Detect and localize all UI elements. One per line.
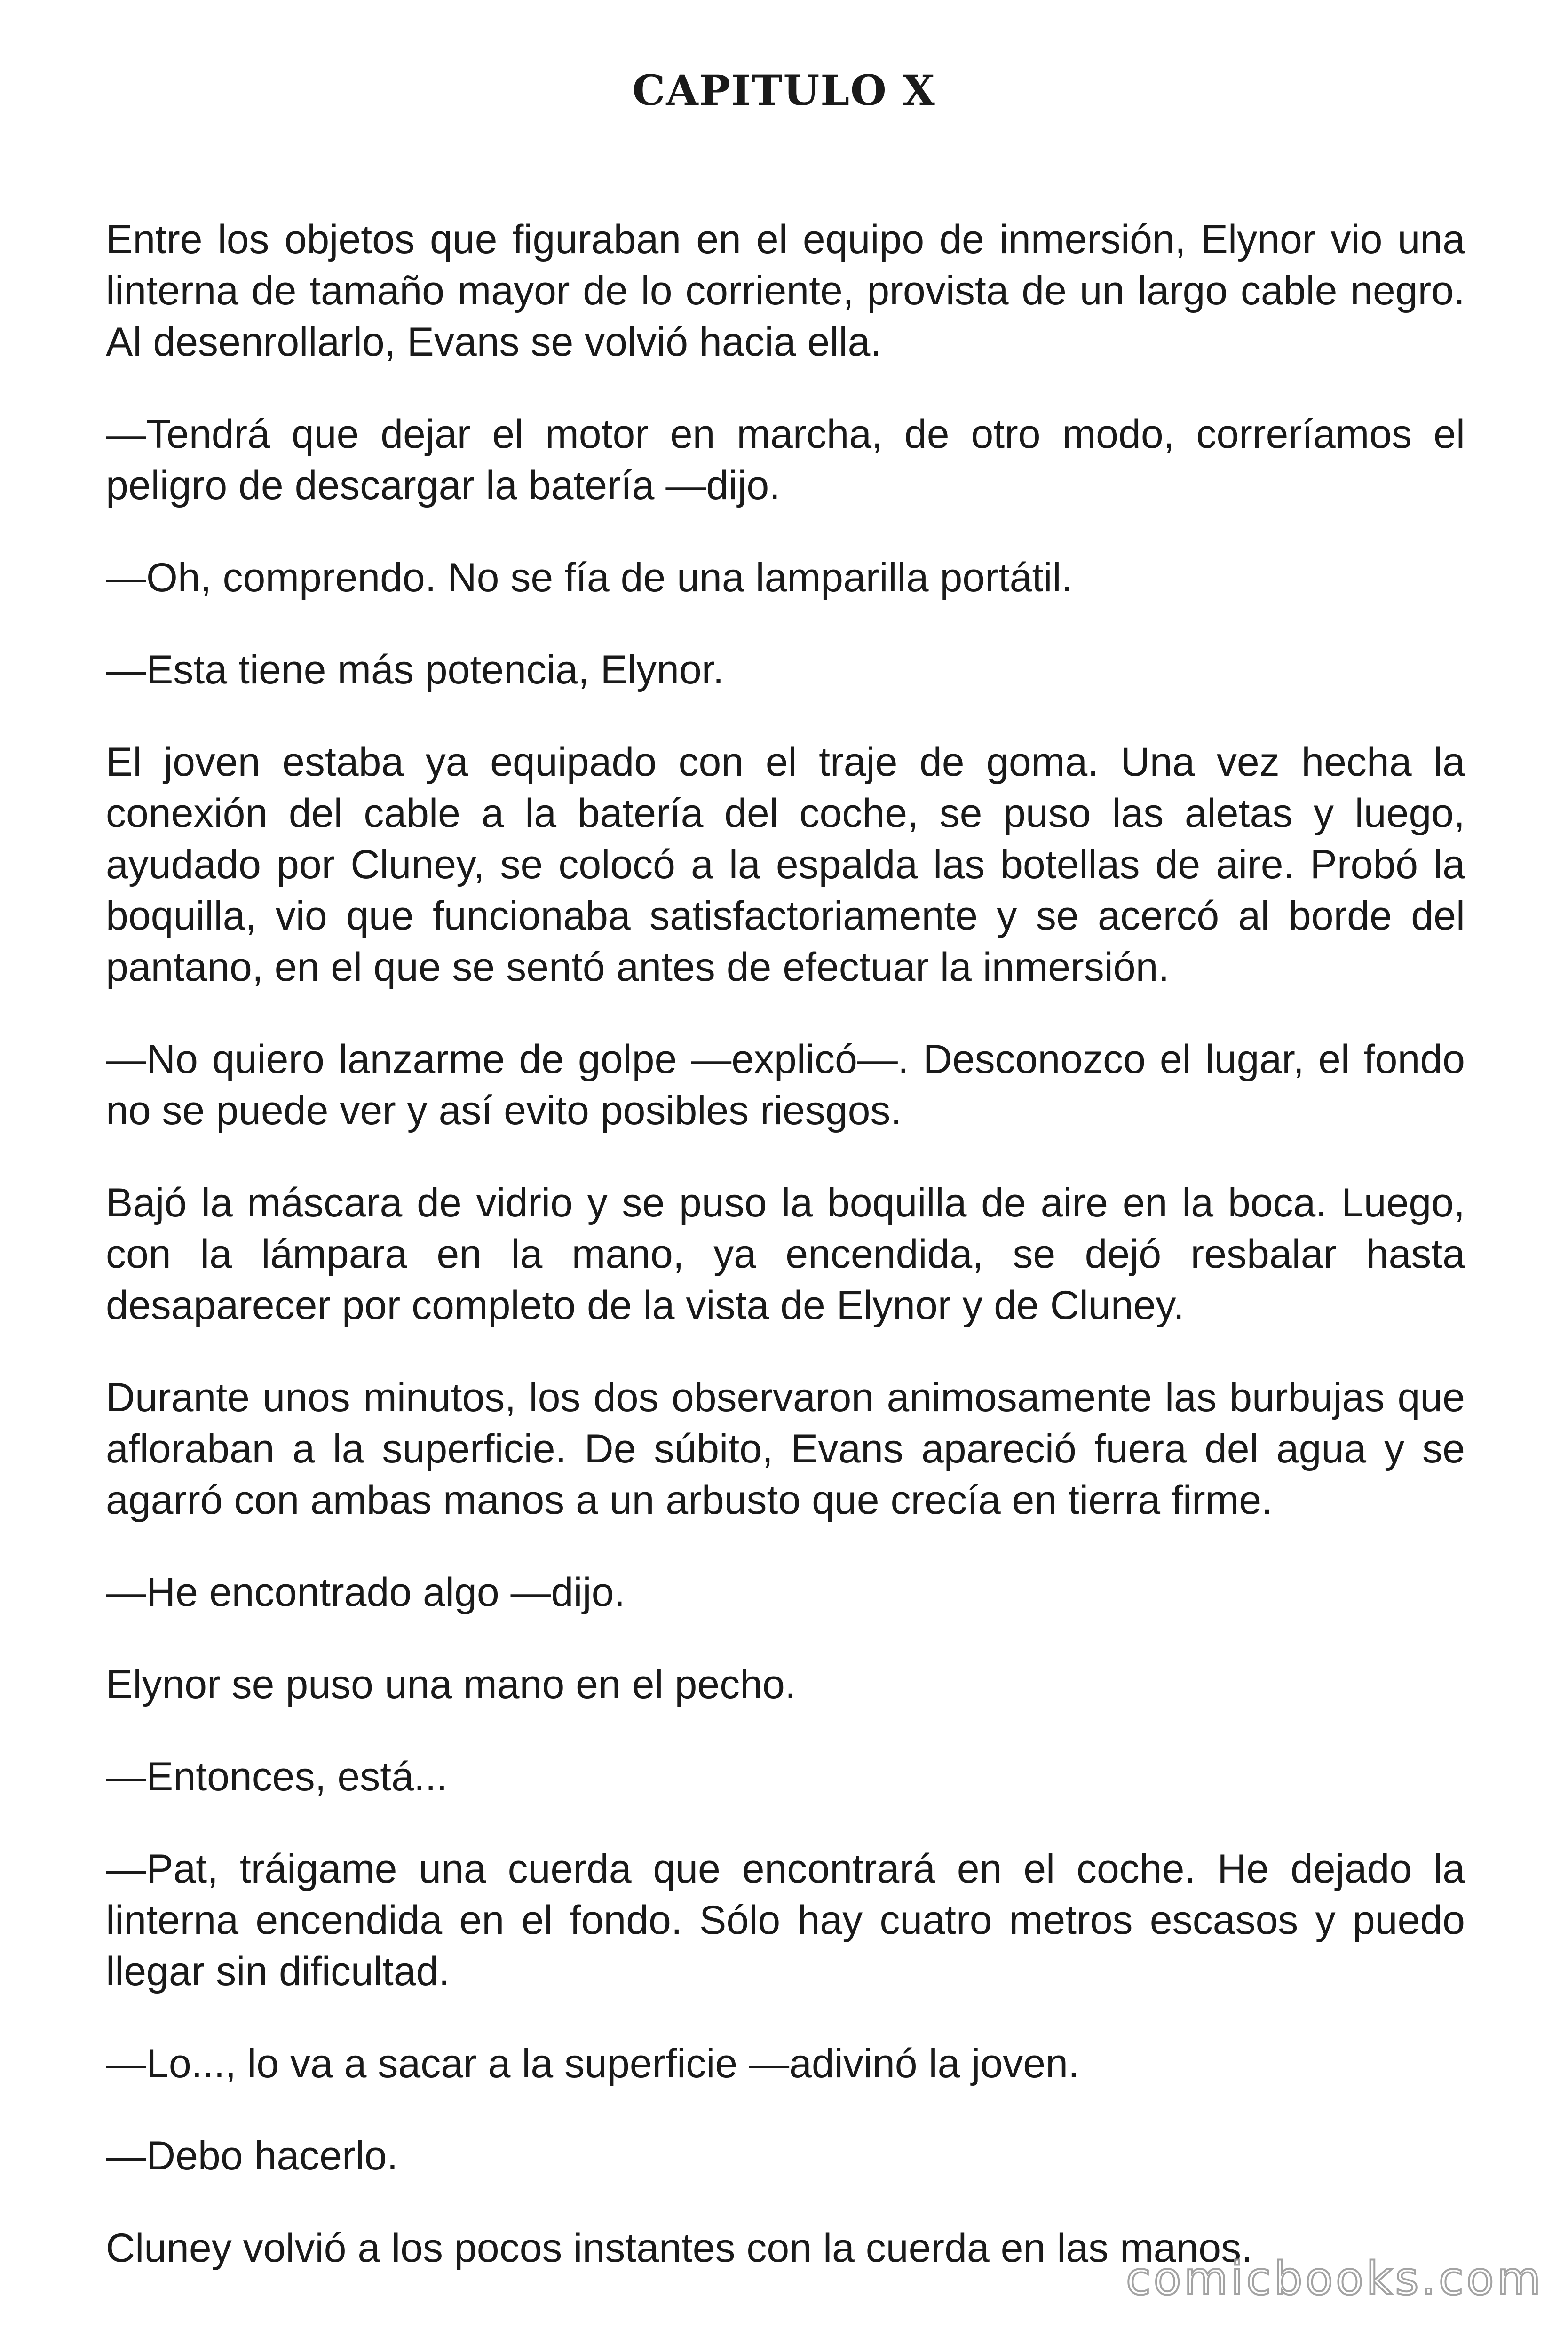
paragraph: —He encontrado algo —dijo. — [106, 1570, 626, 1615]
paragraph: Elynor se puso una mano en el pecho. — [106, 1662, 796, 1707]
chapter-title: CAPITULO X — [632, 66, 936, 115]
paragraph: Entre los objetos que figuraban en el equipo de inmersión, Elynor vio una linterna de tamaño mayor de lo corriente, provista de un largo cable negro. Al desenrollarlo, Evans se volvió hacia ella. — [106, 217, 1465, 365]
paragraph: —Entonces, está... — [106, 1754, 448, 1799]
paragraph: —Tendrá que dejar el motor en marcha, de otro modo, correríamos el peligro de descargar la batería —dijo. — [106, 412, 1465, 508]
paragraph: Cluney volvió a los pocos instantes con la cuerda en las manos. — [106, 2225, 1253, 2271]
watermark-logo: comicbooks.com — [1125, 2252, 1544, 2305]
paragraph: —Pat, tráigame una cuerda que encontrará en el coche. He dejado la linterna encendida en el fondo. Sólo hay cuatro metros escasos y puedo llegar sin dificultad. — [106, 1846, 1465, 1994]
paragraph: El joven estaba ya equipado con el traje de goma. Una vez hecha la conexión del cable a la batería del coche, se puso las aletas y luego, ayudado por Cluney, se colocó a la espalda las botellas de aire. Probó la boquilla, vio que funcionaba satisfactoriamente y se acercó al borde del pantano, en el que se sentó antes de efectuar la inmersión. — [106, 739, 1465, 990]
paragraph: —Esta tiene más potencia, Elynor. — [106, 647, 724, 692]
paragraph: —Debo hacerlo. — [106, 2133, 398, 2178]
paragraph: Durante unos minutos, los dos observaron animosamente las burbujas que afloraban a la superficie. De súbito, Evans apareció fuera del agua y se agarró con ambas manos a un arbusto que crecía en tierra firme. — [106, 1375, 1465, 1523]
chapter-body — [106, 214, 1465, 2315]
paragraph: —No quiero lanzarme de golpe —explicó—. Desconozco el lugar, el fondo no se puede ver y así evito posibles riesgos. — [106, 1037, 1465, 1133]
paragraph: —Oh, comprendo. No se fía de una lamparilla portátil. — [106, 555, 1073, 600]
paragraph: Bajó la máscara de vidrio y se puso la boquilla de aire en la boca. Luego, con la lámpara en la mano, ya encendida, se dejó resbalar hasta desaparecer por completo de la vista de Elynor y de Cluney. — [106, 1180, 1465, 1328]
paragraph: —Lo..., lo va a sacar a la superficie —adivinó la joven. — [106, 2041, 1079, 2086]
